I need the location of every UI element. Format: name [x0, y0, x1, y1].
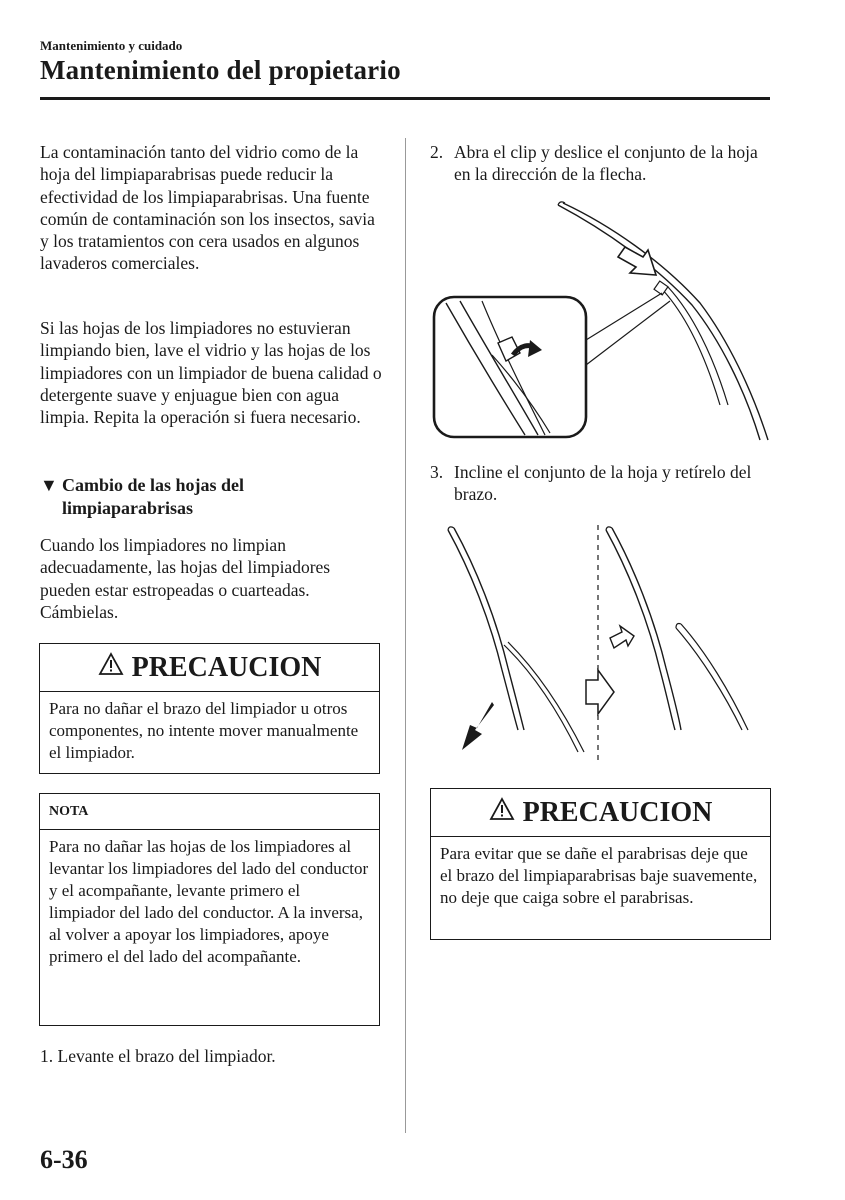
step-1: [40, 1045, 380, 1067]
next-step-arrow-icon: [586, 670, 614, 714]
triangle-down-icon: ▼: [40, 475, 58, 495]
step-3-number: 3.: [430, 462, 444, 482]
wiper-removal-illustration: [430, 520, 775, 770]
slide-arrow-icon: [618, 247, 656, 275]
step-2-text: Abra el clip y deslice el conjunto de la hoja en la dirección de la flecha.: [454, 142, 758, 185]
caution-text-1: Para no dañar el brazo del limpiador u otros componentes, no intente mover manualmente el limpiador.: [49, 699, 359, 762]
wiper-clip-illustration: [430, 195, 775, 445]
caution-header-2: [431, 789, 770, 837]
warning-icon: [489, 797, 515, 829]
note-text: Para no dañar las hojas de los limpiadores al levantar los limpiadores del lado del conductor y el acompañante, levante primero el limpiador del lado del conductor. A la inversa, al volver a apoyar los limpiadores, apoye primero el del lado del acompañante.: [49, 837, 369, 966]
tilt-arrow-icon: [462, 702, 494, 750]
paragraph-contamination: La contaminación tanto del vidrio como de la hoja del limpiaparabrisas puede reducir la efectividad de los limpiaparabrisas. Una fuente común de contaminación son los insectos, savia y los tratamientos con cera usados en algunos lavaderos comerciales.: [40, 142, 375, 274]
title-rule: [40, 97, 770, 100]
step-2: [430, 141, 775, 186]
caution-box-2: [430, 788, 771, 940]
column-divider: [405, 138, 406, 1133]
zoom-detail-box: [434, 297, 586, 437]
section-heading: [40, 474, 340, 520]
caution-box-1: [39, 643, 380, 774]
caution-label-1: PRECAUCION: [131, 651, 322, 683]
page-number: 6-36: [40, 1145, 88, 1174]
step-3: [430, 461, 775, 506]
remove-arrow-icon: [610, 626, 634, 648]
step-3-text: Incline el conjunto de la hoja y retírelo del brazo.: [454, 462, 752, 505]
step-1-text: Levante el brazo del limpiador.: [57, 1046, 276, 1066]
caution-label-2: PRECAUCION: [522, 796, 713, 828]
note-box: [39, 793, 380, 1026]
page-title: Mantenimiento del propietario: [40, 55, 401, 85]
breadcrumb: Mantenimiento y cuidado: [40, 38, 183, 53]
step-2-number: 2.: [430, 142, 444, 162]
note-header: NOTA: [40, 794, 379, 830]
caution-text-2: Para evitar que se dañe el parabrisas deje que el brazo del limpiaparabrisas baje suavemente, no deje que caiga sobre el parabrisas.: [440, 844, 758, 907]
caution-header-1: [40, 644, 379, 692]
step-1-number: 1.: [40, 1046, 54, 1066]
section-heading-text: Cambio de las hojas del limpiaparabrisas: [62, 475, 245, 518]
paragraph-replace: Cuando los limpiadores no limpian adecuadamente, las hojas del limpiadores pueden estar estropeadas o cuarteadas. Cámbielas.: [40, 535, 331, 622]
warning-icon: [98, 652, 124, 684]
paragraph-cleaning: Si las hojas de los limpiadores no estuvieran limpiando bien, lave el vidrio y las hojas de los limpiadores con un limpiador de buena calidad o detergente suave y enjuague bien con agua limpia. Repita la operación si fuera necesario.: [40, 318, 382, 428]
